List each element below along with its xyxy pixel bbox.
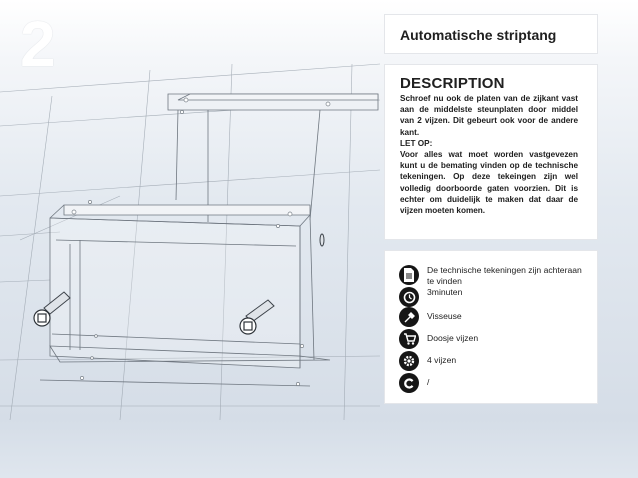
info-item-parts [399,351,587,371]
description-paragraph: Voor alles wat moet worden vastgevezen kunt u de bemating vinden op de technische tekeningen. Op deze tekeingen zijn wel volledig doorboorde gaten voorzien. Dit is echter om duidelijk te maken dat daar de vijzen moeten komen. [400,150,578,216]
description-heading: DESCRIPTION [400,75,505,92]
info-item-cost [399,373,587,393]
description-note-label: LET OP: [400,138,433,148]
step-number: 2 [20,8,56,80]
info-text: 4 vijzen [427,355,457,365]
info-item-materials [399,329,587,349]
info-item-drawings [399,265,587,298]
cart-icon [399,329,419,349]
info-text: Visseuse [427,311,462,321]
info-text: Doosje vijzen [427,333,479,343]
description-panel [384,64,598,240]
copyright-icon [399,373,419,393]
info-item-time [399,287,419,307]
page-title: Automatische striptang [400,27,557,43]
gear-icon [399,351,419,371]
info-text: / [427,377,430,387]
document-icon [399,265,419,285]
info-panel [384,250,598,404]
info-line: 3minuten [427,287,463,297]
info-text [427,265,587,298]
description-body [400,93,578,216]
clock-icon [399,287,419,307]
screwdriver-icon [399,307,419,327]
info-line: De technische tekeningen zijn achteraan te vinden [427,265,582,286]
info-item-tool [399,307,587,327]
title-panel [384,14,598,54]
description-paragraph: Schroef nu ook de platen van de zijkant vast aan de middelste steunplaten door middel van 2 vijzen. Dit gebeurt ook voor de andere kant. [400,94,578,137]
